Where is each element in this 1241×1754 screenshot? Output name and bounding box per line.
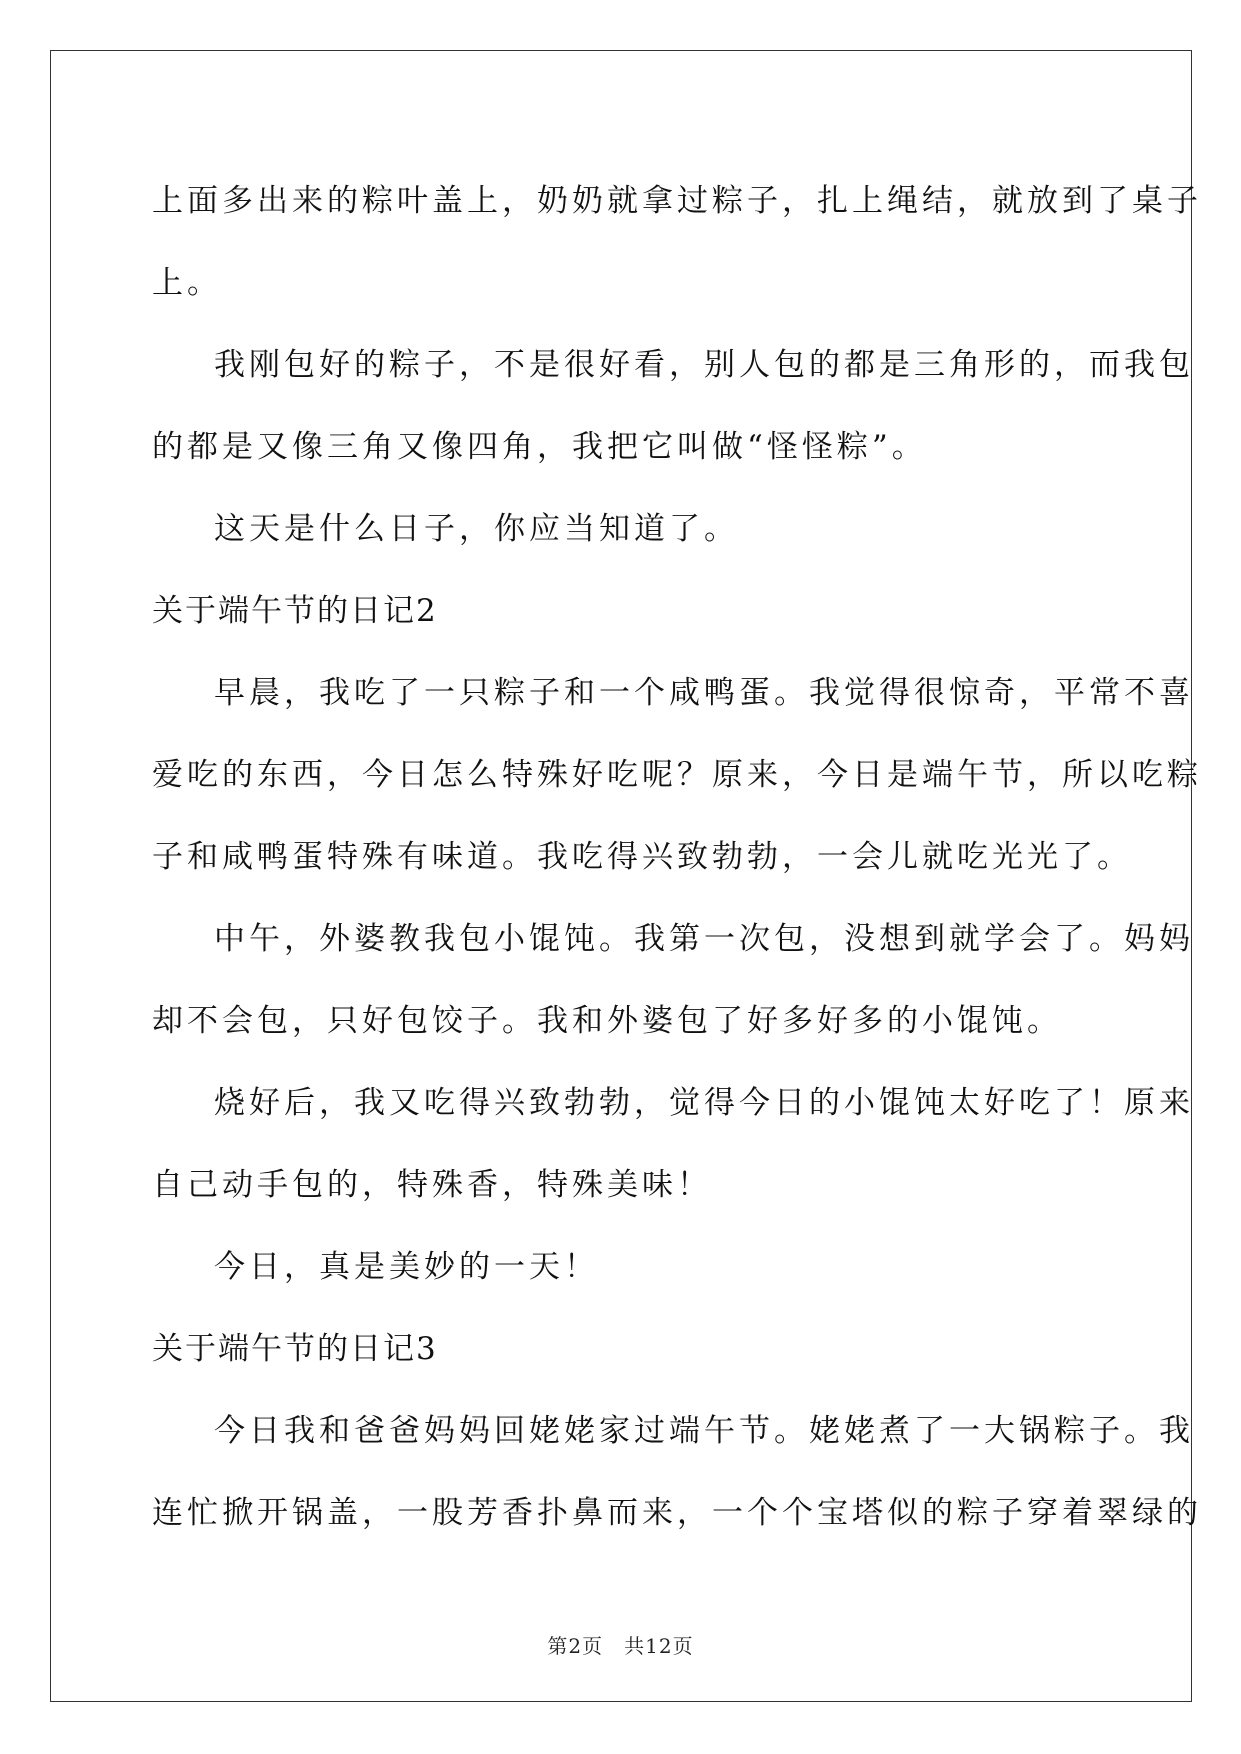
section-heading: 关于端午节的日记2 (152, 593, 438, 629)
text-line: 中午，外婆教我包小馄饨。我第一次包，没想到就学会了。妈妈 (214, 921, 1194, 957)
text-line: 今日我和爸爸妈妈回姥姥家过端午节。姥姥煮了一大锅粽子。我 (214, 1413, 1194, 1449)
text-line: 这天是什么日子，你应当知道了。 (214, 511, 739, 547)
text-line: 连忙掀开锅盖，一股芳香扑鼻而来，一个个宝塔似的粽子穿着翠绿的 (152, 1495, 1202, 1531)
text-line: 自己动手包的，特殊香，特殊美味！ (152, 1167, 712, 1203)
text-line: 上。 (152, 265, 222, 301)
section-heading: 关于端午节的日记3 (152, 1331, 438, 1367)
text-line: 的都是又像三角又像四角，我把它叫做“怪怪粽”。 (152, 429, 927, 465)
document-body (152, 160, 1202, 1554)
text-line: 早晨，我吃了一只粽子和一个咸鸭蛋。我觉得很惊奇，平常不喜 (214, 675, 1194, 711)
page-footer: 第2页 共12页 (547, 1634, 694, 1658)
text-line: 上面多出来的粽叶盖上，奶奶就拿过粽子，扎上绳结，就放到了桌子 (152, 183, 1202, 219)
text-line: 却不会包，只好包饺子。我和外婆包了好多好多的小馄饨。 (152, 1003, 1062, 1039)
text-line: 烧好后，我又吃得兴致勃勃，觉得今日的小馄饨太好吃了！原来 (214, 1085, 1194, 1121)
text-line: 子和咸鸭蛋特殊有味道。我吃得兴致勃勃，一会儿就吃光光了。 (152, 839, 1132, 875)
text-line: 爱吃的东西，今日怎么特殊好吃呢？原来，今日是端午节，所以吃粽 (152, 757, 1202, 793)
text-line: 我刚包好的粽子，不是很好看，别人包的都是三角形的，而我包 (214, 347, 1194, 383)
text-line: 今日，真是美妙的一天！ (214, 1249, 599, 1285)
